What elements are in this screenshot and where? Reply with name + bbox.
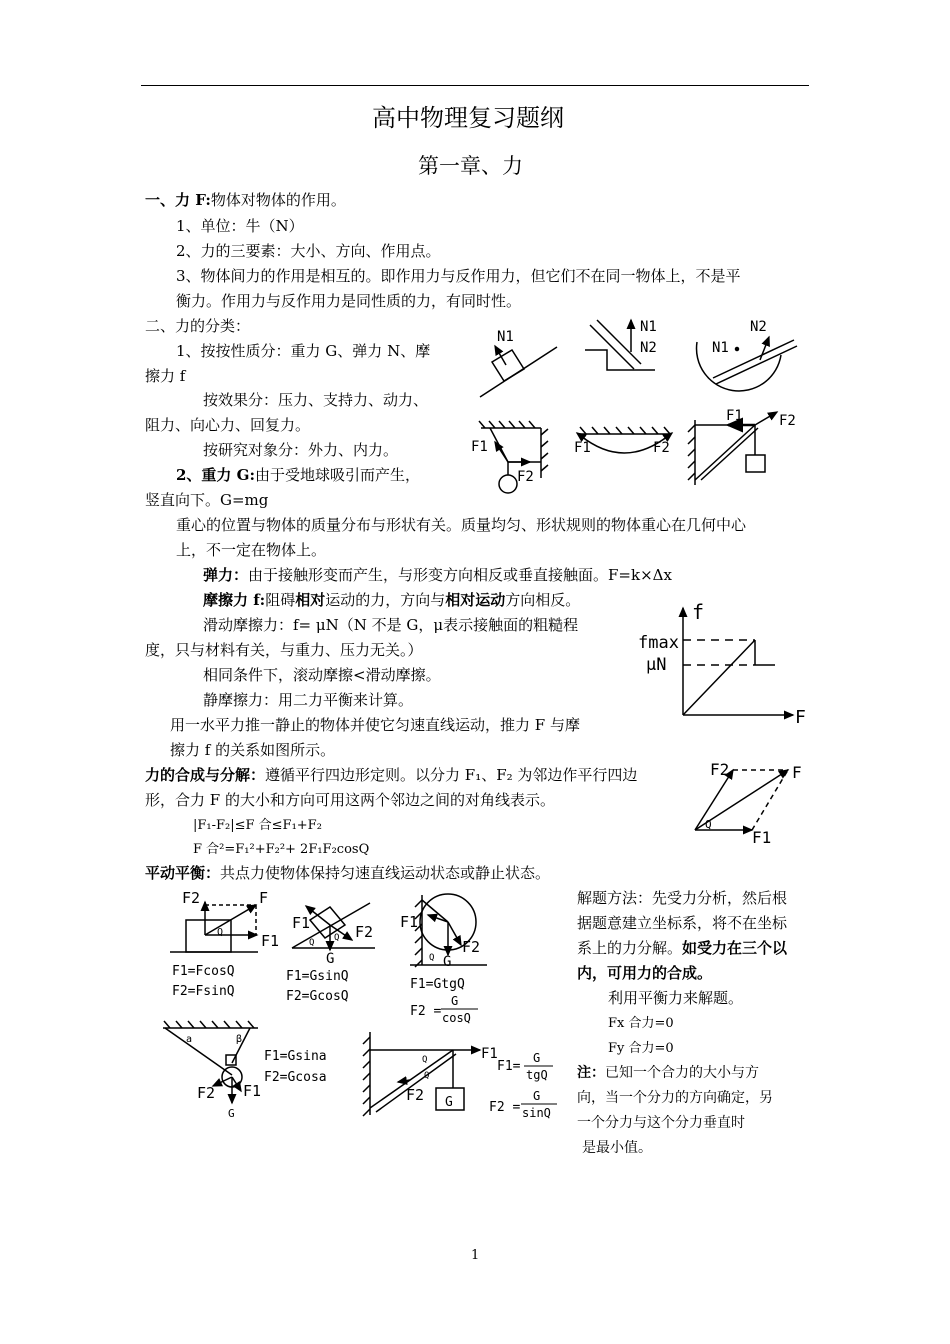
- bracket-force-diagram: [363, 1032, 557, 1120]
- method-line-2: 据题意建立坐标系，将不在坐标: [577, 914, 788, 932]
- fraction-den: sinQ: [522, 1106, 551, 1120]
- label-q: Q: [334, 933, 340, 943]
- label-g: G: [326, 951, 335, 967]
- sliding-line-2: 度，只与材料有关，与重力、压力无关。）: [145, 641, 423, 659]
- label-f2: F2: [779, 413, 796, 429]
- equation: F2=GcosQ: [286, 989, 349, 1004]
- section-1-heading: 一、力 F:: [145, 191, 211, 209]
- label-f2: F2: [710, 760, 730, 779]
- label-f1: F1: [243, 1082, 262, 1100]
- push-line-1: 用一水平力推一静止的物体并使它匀速直线运动，推力 F 与摩: [170, 716, 580, 734]
- bracket-weight-diagram: [688, 408, 796, 485]
- label-a: a: [186, 1034, 193, 1045]
- push-line-2: 擦力 f 的关系如图所示。: [170, 741, 336, 759]
- by-object: 按研究对象分：外力、内力。: [203, 441, 399, 459]
- label-q: Q: [309, 938, 315, 948]
- rod-bowl-diagram: [697, 319, 797, 391]
- fraction-num: G: [533, 1051, 541, 1065]
- equation: F1=FcosQ: [172, 964, 235, 979]
- label-f2: F2: [197, 1084, 216, 1102]
- elastic-text: 由于接触形变而产生，与形变方向相反或垂直接触面。F=k×Δx: [248, 566, 672, 584]
- label-f2: F2: [406, 1086, 425, 1104]
- equilibrium-label: 平动平衡：: [145, 864, 221, 882]
- composition-line-2: 形，合力 F 的大小和方向可用这两个邻边之间的对角线表示。: [145, 791, 555, 809]
- fraction-num: G: [533, 1089, 541, 1103]
- label-f1: F1: [726, 408, 743, 424]
- label-f2: F2: [517, 469, 534, 485]
- label-g: G: [445, 1095, 453, 1110]
- fraction-num: G: [451, 994, 459, 1008]
- label-q: Q: [422, 1055, 428, 1065]
- elastic-label: 弹力：: [203, 566, 249, 584]
- note-line-4: 是最小值。: [582, 1140, 652, 1156]
- equation: F2 =: [489, 1100, 521, 1115]
- page-title: 高中物理复习题纲: [372, 104, 564, 132]
- note-line-3: 一个分力与这个分力垂直时: [577, 1115, 745, 1131]
- two-string-diagram: [163, 1021, 327, 1120]
- label-n1: N1: [497, 329, 514, 345]
- fraction-den: tgQ: [526, 1068, 548, 1082]
- label-f2: F2: [182, 889, 201, 907]
- equation: F2=FsinQ: [172, 984, 235, 999]
- sliding-line-1: 滑动摩擦力：f= μN（N 不是 G，μ表示接触面的粗糙程: [203, 616, 579, 634]
- composition-formula: F 合²=F₁²+F₂²+ 2F₁F₂cosQ: [193, 842, 370, 857]
- method-line-4: 内，可用力的合成。: [577, 964, 713, 982]
- incline-block-diagram: [480, 329, 557, 397]
- friction-text: 阻碍: [265, 591, 296, 609]
- label-f1: F1: [400, 913, 419, 931]
- label-mun: μN: [646, 655, 667, 675]
- mutual-line-1: 3、物体间力的作用是相互的。即作用力与反作用力，但它们不在同一物体上，不是平: [176, 267, 741, 285]
- label-n2: N2: [750, 319, 767, 335]
- label-F: F: [792, 763, 802, 782]
- box-force-diagram: [170, 889, 279, 999]
- equation: F1=Gsina: [264, 1049, 327, 1064]
- static-line: 静摩擦力：用二力平衡来计算。: [203, 691, 414, 709]
- gravity-label: 2、重力 G:: [176, 466, 256, 484]
- friction-label: 摩擦力 f:: [203, 591, 266, 609]
- hanging-ball-diagram: [471, 421, 548, 493]
- incline-force-diagram: [286, 903, 375, 1004]
- cog-line-1: 重心的位置与物体的质量分布与形状有关。质量均匀、形状规则的物体重心在几何中心: [176, 516, 747, 534]
- label-n1: N1: [640, 319, 657, 335]
- ball-wall-diagram: [400, 894, 487, 1025]
- rod-corner-diagram: [585, 319, 657, 370]
- label-fmax: fmax: [638, 633, 679, 653]
- balance-line: 利用平衡力来解题。: [608, 989, 744, 1007]
- gravity-text: 由于受地球吸引而产生，: [255, 466, 421, 484]
- by-nature-1: 1、按按性质分：重力 G、弹力 N、摩: [176, 342, 431, 360]
- label-f1: F1: [481, 1046, 498, 1062]
- method-line-1: 解题方法：先受力分析，然后根: [577, 889, 788, 907]
- composition-inequality: |F₁-F₂|≤F 合≤F₁+F₂: [193, 818, 322, 833]
- equilibrium-text: 共点力使物体保持匀速直线运动状态或静止状态。: [220, 864, 551, 882]
- label-q: Q: [429, 953, 435, 963]
- unit-line: 1、单位：牛（N）: [176, 217, 304, 235]
- parallelogram-diagram: [695, 760, 802, 847]
- equation: F1=: [497, 1059, 521, 1074]
- friction-bold: 相对运动: [445, 591, 506, 609]
- friction-bold: 相对: [295, 591, 326, 609]
- label-f1: F1: [752, 828, 772, 847]
- rolling-line: 相同条件下，滚动摩擦<滑动摩擦。: [203, 666, 441, 684]
- label-n1: N1: [712, 340, 729, 356]
- equation: F2=Gcosa: [264, 1070, 327, 1085]
- label-beta: β: [236, 1034, 243, 1045]
- by-effect-1: 按效果分：压力、支持力、动力、: [203, 391, 429, 409]
- page-number: 1: [471, 1248, 480, 1263]
- label-q: Q: [705, 818, 712, 831]
- note-label: 注：: [577, 1065, 605, 1081]
- friction-text: 运动的力，方向与: [325, 591, 446, 609]
- section-2-heading: 二、力的分类：: [145, 317, 251, 335]
- friction-text: 方向相反。: [505, 591, 581, 609]
- label-f2: F2: [653, 440, 670, 456]
- gravity-line-2: 竖直向下。G=mg: [145, 491, 269, 509]
- label-f1: F1: [471, 439, 488, 455]
- fraction-den: cosQ: [442, 1011, 471, 1025]
- friction-graph: [638, 600, 806, 728]
- mutual-line-2: 衡力。作用力与反作用力是同性质的力，有同时性。: [176, 292, 522, 310]
- three-elements-line: 2、力的三要素：大小、方向、作用点。: [176, 242, 441, 260]
- equation: F1=GtgQ: [410, 977, 465, 992]
- equation: F1=GsinQ: [286, 969, 349, 984]
- equation: F2 =: [410, 1004, 442, 1019]
- composition-label: 力的合成与分解：: [145, 766, 266, 784]
- composition-text: 遵循平行四边形定则。以分力 F₁、F₂ 为邻边作平行四边: [265, 766, 638, 784]
- label-f1: F1: [261, 932, 280, 950]
- label-F: F: [259, 889, 269, 907]
- label-q: Q: [424, 1071, 430, 1081]
- method-text: 系上的力分解。: [577, 939, 683, 957]
- label-f2: F2: [462, 938, 481, 956]
- section-1-heading-text: 物体对物体的作用。: [210, 191, 346, 209]
- note-text: 已知一个合力的大小与方: [605, 1065, 759, 1081]
- label-f2: F2: [355, 923, 374, 941]
- cog-line-2: 上，不一定在物体上。: [176, 541, 327, 559]
- fy-line: Fy 合力=0: [608, 1041, 674, 1056]
- label-f1: F1: [574, 440, 591, 456]
- by-nature-2: 擦力 f: [145, 367, 186, 385]
- chapter-title: 第一章、力: [418, 154, 523, 178]
- axis-label-f: f: [692, 600, 705, 624]
- by-effect-2: 阻力、向心力、回复力。: [145, 416, 311, 434]
- label-q: Q: [217, 927, 224, 938]
- label-g: G: [228, 1107, 235, 1120]
- note-line-2: 向，当一个分力的方向确定，另: [577, 1090, 773, 1106]
- label-f1: F1: [292, 914, 311, 932]
- hanging-rope-diagram: [574, 427, 672, 456]
- label-g: G: [443, 954, 452, 970]
- method-bold: 如受力在三个以: [682, 939, 788, 957]
- label-n2: N2: [640, 340, 657, 356]
- axis-label-F: F: [795, 707, 806, 728]
- fx-line: Fx 合力=0: [608, 1016, 674, 1031]
